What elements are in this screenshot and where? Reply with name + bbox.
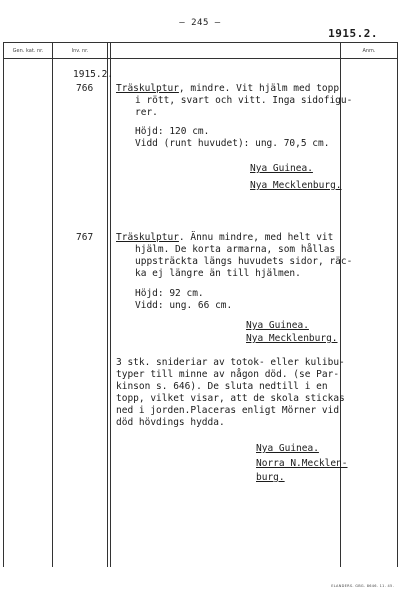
entry-767-line3: uppsträckta längs huvudets sidor, räc-: [135, 256, 353, 267]
note-line2: typer till minne av någon död. (se Par-: [116, 369, 340, 380]
entry-766-line1-rest: , mindre. Vit hjälm med topp: [178, 83, 340, 94]
entry-767-title: Träskulptur: [116, 232, 179, 243]
entry-766-title: Träskulptur: [116, 83, 179, 94]
header-gen-kat: Gen. kat. nr.: [12, 48, 44, 54]
entry-767-height: Höjd: 92 cm.: [135, 288, 204, 299]
entry-766-line1: [116, 83, 339, 94]
entry-767-line4: ka ej längre än till hjälmen.: [135, 268, 301, 279]
entry-767-line2: hjälm. De korta armarna, som hållas: [135, 244, 336, 255]
entry-767-place1: Nya Guinea.: [246, 320, 309, 331]
left-border: [3, 42, 4, 567]
note-line3: kinson s. 646). De sluta nedtill i en: [116, 381, 328, 392]
page-number: — 245 —: [179, 18, 221, 28]
entry-766-line2: i rött, svart och vitt. Inga sidofigu-: [135, 95, 353, 106]
note-line4: topp, vilket visar, att de skola stickas: [116, 393, 345, 404]
entry-767-line1: [116, 232, 333, 243]
header-inv: Inv. nr.: [71, 48, 89, 54]
entry-766-year: 1915.2.: [73, 69, 114, 80]
column-rule-4: [340, 42, 341, 567]
entry-767-width: Vidd: ung. 66 cm.: [135, 300, 233, 311]
entry-766-place2: Nya Mecklenburg.: [250, 180, 342, 191]
column-rule-2: [107, 42, 108, 567]
entry-766-height: Höjd: 120 cm.: [135, 126, 210, 137]
entry-767-place2: Nya Mecklenburg.: [246, 333, 338, 344]
entry-766-place1: Nya Guinea.: [250, 163, 313, 174]
entry-766-number: 766: [76, 83, 94, 94]
column-rule-3: [110, 42, 111, 567]
header-anm: Anm.: [362, 48, 376, 54]
note-line6: död hövdings hydda.: [116, 417, 225, 428]
note-line1: 3 stk. snideriar av totok- eller kulibu-: [116, 357, 345, 368]
entry-766-width: Vidd (runt huvudet): ung. 70,5 cm.: [135, 138, 330, 149]
right-border: [397, 42, 398, 567]
header-bottom-rule: [3, 58, 398, 59]
entry-766-line3: rer.: [135, 107, 158, 118]
printer-imprint: ELANDERS. GBG. 8646. 11. 45.: [331, 584, 394, 588]
note-place3: burg.: [256, 472, 285, 483]
entry-767-line1-rest: . Ännu mindre, med helt vit: [178, 232, 334, 243]
catalogue-year-number: 1915.2.: [328, 27, 378, 40]
header-top-rule: [3, 42, 398, 43]
note-place1: Nya Guinea.: [256, 443, 319, 454]
note-place2: Norra N.Mecklen-: [256, 458, 348, 469]
entry-767-number: 767: [76, 232, 94, 243]
column-rule-1: [52, 42, 53, 567]
note-line5: ned i jorden.Placeras enligt Mörner vid: [116, 405, 340, 416]
